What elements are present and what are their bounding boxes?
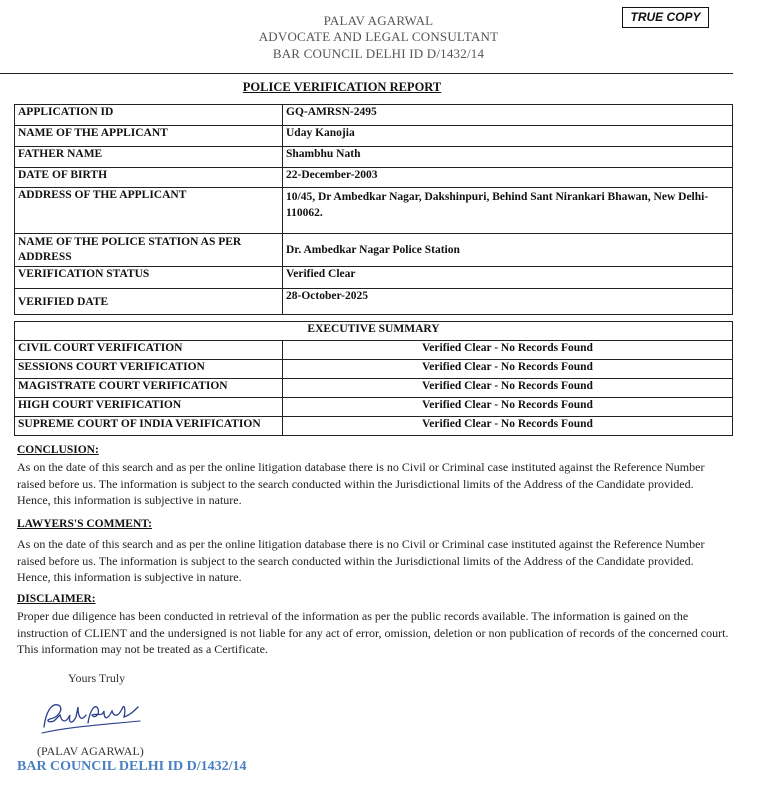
detail-label: NAME OF THE POLICE STATION AS PER ADDRESS bbox=[15, 234, 283, 267]
lawyers-comment-heading: LAWYERS'S COMMENT: bbox=[17, 518, 152, 530]
table-row bbox=[15, 289, 733, 315]
detail-value: GQ-AMRSN-2495 bbox=[283, 105, 733, 126]
header-designation: ADVOCATE AND LEGAL CONSULTANT bbox=[258, 29, 499, 44]
detail-label: NAME OF THE APPLICANT bbox=[15, 126, 283, 147]
detail-label: ADDRESS OF THE APPLICANT bbox=[15, 188, 283, 234]
table-row bbox=[15, 105, 733, 126]
signature-image bbox=[38, 697, 143, 737]
executive-summary-table bbox=[14, 321, 733, 436]
summary-value: Verified Clear - No Records Found bbox=[283, 398, 733, 417]
table-row bbox=[15, 417, 733, 436]
table-row bbox=[15, 398, 733, 417]
header-divider bbox=[0, 73, 733, 74]
detail-value: Shambhu Nath bbox=[283, 147, 733, 168]
table-row bbox=[15, 267, 733, 289]
summary-label: HIGH COURT VERIFICATION bbox=[15, 398, 283, 417]
closing-salutation: Yours Truly bbox=[68, 671, 126, 685]
detail-label: VERIFIED DATE bbox=[15, 289, 283, 315]
summary-label: CIVIL COURT VERIFICATION bbox=[15, 341, 283, 360]
summary-label: MAGISTRATE COURT VERIFICATION bbox=[15, 379, 283, 398]
detail-label: APPLICATION ID bbox=[15, 105, 283, 126]
detail-value: 28-October-2025 bbox=[283, 289, 733, 315]
detail-label: VERIFICATION STATUS bbox=[15, 267, 283, 289]
signatory-name: (PALAV AGARWAL) bbox=[37, 744, 144, 758]
table-row bbox=[15, 168, 733, 188]
disclaimer-text: Proper due diligence has been conducted in retrieval of the information as per the public records available. The information is gained on the instruction of CLIENT and the undersigned is not liable for any act of error, omission, deletion or non publication of records of the concerned court. This information may not be treated as a Certificate. bbox=[17, 609, 729, 656]
conclusion-heading: CONCLUSION: bbox=[17, 444, 99, 456]
executive-summary-heading: EXECUTIVE SUMMARY bbox=[15, 322, 733, 341]
signatory-bar-id: BAR COUNCIL DELHI ID D/1432/14 bbox=[17, 759, 247, 774]
summary-label: SUPREME COURT OF INDIA VERIFICATION bbox=[15, 417, 283, 436]
detail-value: 10/45, Dr Ambedkar Nagar, Dakshinpuri, Behind Sant Nirankari Bhawan, New Delhi-110062. bbox=[283, 188, 733, 234]
detail-value: Uday Kanojia bbox=[283, 126, 733, 147]
table-row bbox=[15, 188, 733, 234]
table-row bbox=[15, 126, 733, 147]
disclaimer-heading: DISCLAIMER: bbox=[17, 593, 96, 605]
header-bar-id: BAR COUNCIL DELHI ID D/1432/14 bbox=[272, 46, 485, 61]
detail-label: DATE OF BIRTH bbox=[15, 168, 283, 188]
lawyers-comment-text: As on the date of this search and as per the online litigation database there is no Civil or Criminal case instituted against the Reference Number raised before us. The information is subject to the search conducted within the Jurisdictional limits of the Address of the Candidate provided. Hence, this information is subjective in nature. bbox=[17, 537, 705, 584]
summary-value: Verified Clear - No Records Found bbox=[283, 379, 733, 398]
details-table bbox=[14, 104, 733, 315]
conclusion-text: As on the date of this search and as per the online litigation database there is no Civil or Criminal case instituted against the Reference Number raised before us. The information is subject to the search conducted within the Jurisdictional limits of the Address of the Candidate provided. Hence, this information is subjective in nature. bbox=[17, 460, 705, 507]
summary-value: Verified Clear - No Records Found bbox=[283, 341, 733, 360]
table-row bbox=[15, 147, 733, 168]
table-row bbox=[15, 341, 733, 360]
header-name: PALAV AGARWAL bbox=[323, 13, 434, 28]
detail-value: 22-December-2003 bbox=[283, 168, 733, 188]
table-row bbox=[15, 379, 733, 398]
summary-label: SESSIONS COURT VERIFICATION bbox=[15, 360, 283, 379]
table-row bbox=[15, 360, 733, 379]
detail-value: Verified Clear bbox=[283, 267, 733, 289]
table-row bbox=[15, 322, 733, 341]
summary-value: Verified Clear - No Records Found bbox=[283, 360, 733, 379]
detail-label: FATHER NAME bbox=[15, 147, 283, 168]
table-row bbox=[15, 234, 733, 267]
detail-value: Dr. Ambedkar Nagar Police Station bbox=[283, 234, 733, 267]
report-title: POLICE VERIFICATION REPORT bbox=[242, 80, 442, 94]
true-copy-stamp: TRUE COPY bbox=[622, 7, 709, 28]
summary-value: Verified Clear - No Records Found bbox=[283, 417, 733, 436]
